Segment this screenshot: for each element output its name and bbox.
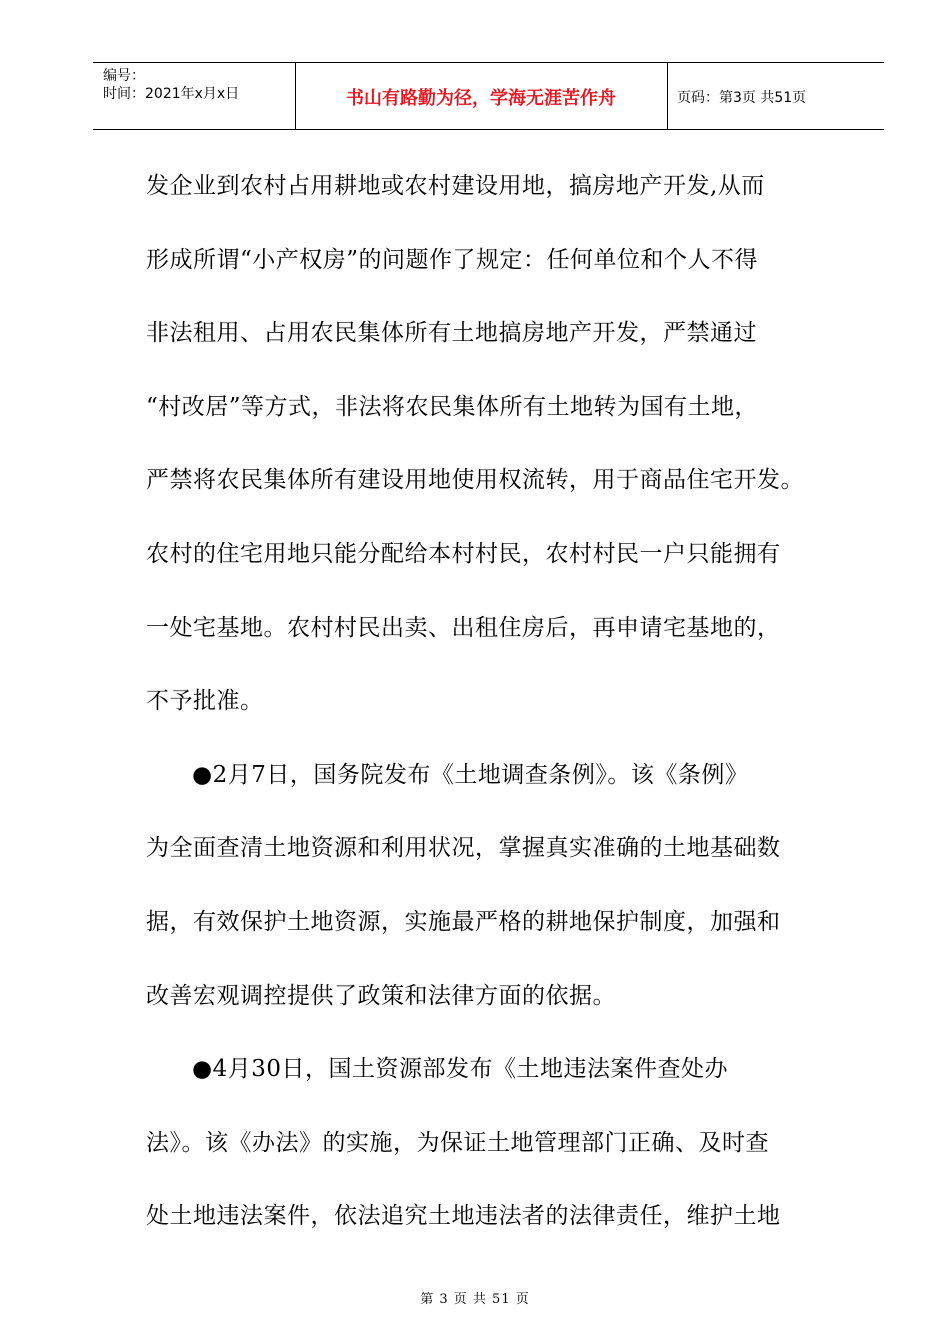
body-line: 严禁将农民集体所有建设用地使用权流转，用于商品住宅开发。 — [146, 467, 804, 494]
header-meta — [103, 67, 239, 103]
body-line-bullet: ●4月30日，国土资源部发布《土地违法案件查处办 — [192, 1056, 728, 1083]
page-header — [93, 62, 884, 130]
body-line: 法》。该《办法》的实施，为保证土地管理部门正确、及时查 — [146, 1129, 769, 1156]
body-line: 形成所谓“小产权房”的问题作了规定：任何单位和个人不得 — [146, 246, 759, 273]
body-line: 改善宏观调控提供了政策和法律方面的依据。 — [146, 982, 616, 1009]
document-number-label: 编号： — [103, 68, 145, 84]
body-line: 不予批准。 — [146, 688, 264, 715]
body-line: 据，有效保护土地资源，实施最严格的耕地保护制度，加强和 — [146, 908, 781, 935]
header-divider — [667, 63, 668, 129]
page-footer: 第 3 页 共 51 页 — [420, 1292, 530, 1307]
body-line: “村改居”等方式，非法将农民集体所有土地转为国有土地， — [146, 393, 759, 420]
header-page-info: 页码：第3页 共51页 — [677, 90, 807, 106]
body-line-bullet: ●2月7日，国务院发布《土地调查条例》。该《条例》 — [192, 761, 749, 788]
body-line: 一处宅基地。农村村民出卖、出租住房后，再申请宅基地的， — [146, 614, 781, 641]
header-motto: 书山有路勤为径，学海无涯苦作舟 — [346, 88, 616, 109]
body-line: 发企业到农村占用耕地或农村建设用地，搞房地产开发,从而 — [146, 173, 765, 199]
body-line: 农村的住宅用地只能分配给本村村民，农村村民一户只能拥有 — [146, 540, 781, 567]
body-line: 非法租用、占用农民集体所有土地搞房地产开发，严禁通过 — [146, 320, 757, 347]
document-body — [146, 150, 846, 1254]
body-line: 处土地违法案件，依法追究土地违法者的法律责任，维护土地 — [146, 1203, 781, 1230]
document-time: 时间：2021年x月x日 — [103, 86, 240, 102]
body-line: 为全面查清土地资源和利用状况，掌握真实准确的土地基础数 — [146, 835, 781, 862]
